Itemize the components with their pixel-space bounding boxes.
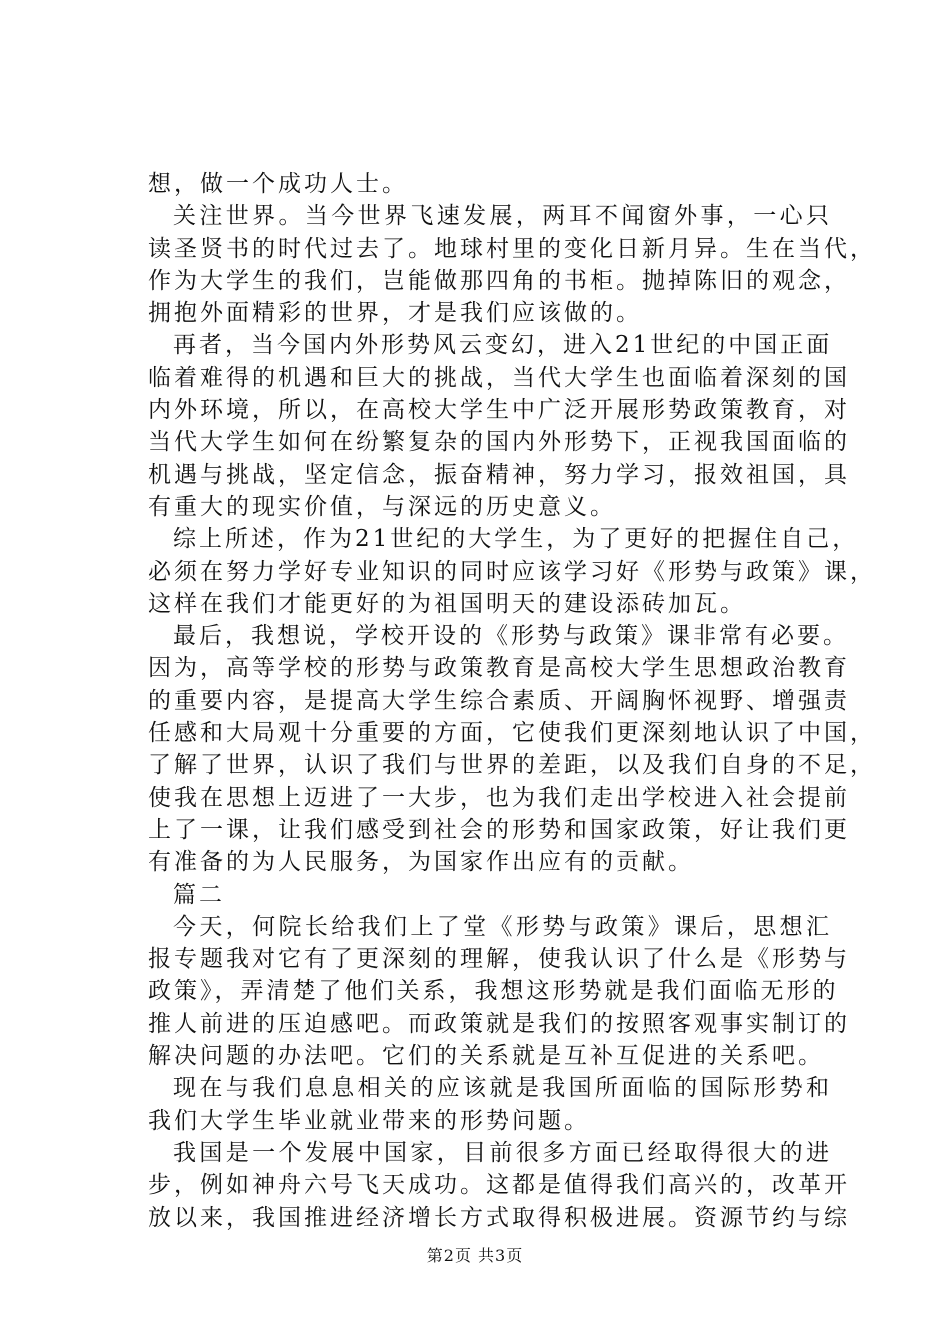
text-line: 任感和大局观十分重要的方面，它使我们更深刻地认识了中国， <box>148 720 876 747</box>
paragraph <box>148 329 850 523</box>
text-line: 的重要内容，是提高大学生综合素质、开阔胸怀视野、增强责 <box>148 687 850 714</box>
text-line: 因为，高等学校的形势与政策教育是高校大学生思想政治教育 <box>148 655 850 682</box>
paragraph <box>148 620 876 878</box>
text-line: 报专题我对它有了更深刻的理解，使我认识了什么是《形势与 <box>148 946 850 973</box>
text-line: 步，例如神舟六号飞天成功。这都是值得我们高兴的，改革开 <box>148 1172 850 1199</box>
text-line: 了解了世界，认识了我们与世界的差距，以及我们自身的不足， <box>148 752 876 779</box>
text-line: 有重大的现实价值，与深远的历史意义。 <box>148 493 616 520</box>
text-line: 我们大学生毕业就业带来的形势问题。 <box>148 1107 590 1134</box>
text-line: 这样在我们才能更好的为祖国明天的建设添砖加瓦。 <box>148 590 746 617</box>
text-line: 今天，何院长给我们上了堂《形势与政策》课后，思想汇 <box>173 913 832 940</box>
page-footer: 第2页 共3页 <box>426 1246 524 1265</box>
text-line: 篇二 <box>173 881 225 908</box>
text-line: 推人前进的压迫感吧。而政策就是我们的按照客观事实制订的 <box>148 1010 850 1037</box>
text-line: 作为大学生的我们，岂能做那四角的书柜。抛掉陈旧的观念， <box>148 267 850 294</box>
paragraph <box>148 523 876 620</box>
text-line: 政策》，弄清楚了他们关系，我想这形势就是我们面临无形的 <box>148 978 839 1005</box>
text-line: 当代大学生如何在纷繁复杂的国内外形势下，正视我国面临的 <box>148 429 850 456</box>
paragraph <box>148 911 850 1072</box>
paragraph <box>148 1072 832 1137</box>
text-line: 有准备的为人民服务，为国家作出应有的贡献。 <box>148 849 694 876</box>
text-line: 使我在思想上迈进了一大步，也为我们走出学校进入社会提前 <box>148 784 850 811</box>
paragraph <box>148 168 832 200</box>
text-line: 综上所述，作为21世纪的大学生，为了更好的把握住自己， <box>173 526 859 553</box>
text-line: 机遇与挑战，坚定信念，振奋精神，努力学习，报效祖国，具 <box>148 461 850 488</box>
text-line: 内外环境，所以，在高校大学生中广泛开展形势政策教育，对 <box>148 397 850 424</box>
text-line: 上了一课，让我们感受到社会的形势和国家政策，好让我们更 <box>148 816 850 843</box>
document-body <box>148 168 876 1234</box>
paragraph <box>148 1137 850 1234</box>
text-line: 我国是一个发展中国家，目前很多方面已经取得很大的进 <box>173 1139 832 1166</box>
text-line: 再者，当今国内外形势风云变幻，进入21世纪的中国正面 <box>173 332 833 359</box>
text-line: 最后，我想说，学校开设的《形势与政策》课非常有必要。 <box>173 623 849 650</box>
text-line: 必须在努力学好专业知识的同时应该学习好《形势与政策》课， <box>148 558 876 585</box>
text-line: 关注世界。当今世界飞速发展，两耳不闻窗外事，一心只 <box>173 203 832 230</box>
text-line: 现在与我们息息相关的应该就是我国所面临的国际形势和 <box>173 1075 832 1102</box>
text-line: 解决问题的办法吧。它们的关系就是互补互促进的关系吧。 <box>148 1043 824 1070</box>
text-line: 想，做一个成功人士。 <box>148 171 408 197</box>
text-line: 拥抱外面精彩的世界，才是我们应该做的。 <box>148 300 642 327</box>
paragraph <box>148 879 832 911</box>
text-line: 临着难得的机遇和巨大的挑战，当代大学生也面临着深刻的国 <box>148 364 850 391</box>
text-line: 放以来，我国推进经济增长方式取得积极进展。资源节约与综 <box>148 1204 850 1231</box>
text-line: 读圣贤书的时代过去了。地球村里的变化日新月异。生在当代， <box>148 235 876 262</box>
paragraph <box>148 200 876 329</box>
